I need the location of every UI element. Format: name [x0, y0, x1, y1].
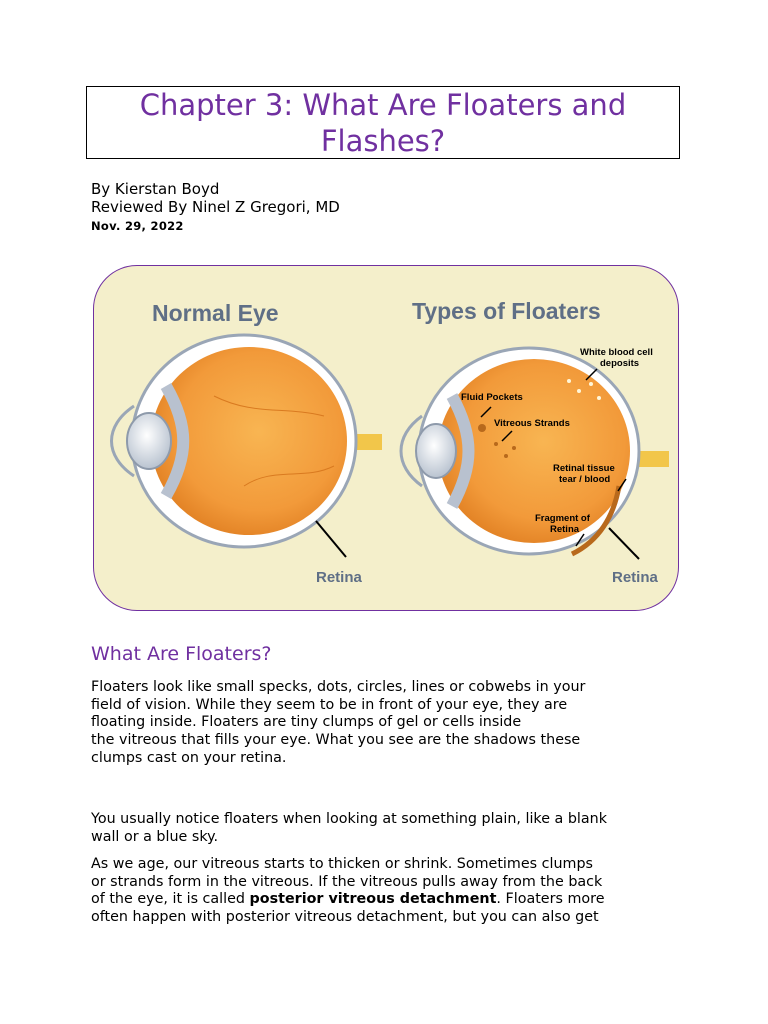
- label-wbc-1: White blood cell: [580, 347, 653, 358]
- retina-label-left: Retina: [316, 569, 362, 586]
- label-wbc-2: deposits: [600, 358, 640, 369]
- vitreous-strand-dot: [504, 454, 508, 458]
- wbc-deposit: [567, 379, 571, 383]
- text-run: . Floaters more: [496, 891, 605, 908]
- text-line: You usually notice floaters when looking at something plain, like a blank: [91, 811, 607, 827]
- page-title: Chapter 3: What Are Floaters and Flashes?: [139, 87, 627, 158]
- label-tear-1: Retinal tissue: [553, 463, 615, 474]
- byline: [91, 180, 340, 235]
- floaters-eye: [401, 347, 669, 586]
- label-vitreous-strands: Vitreous Strands: [494, 418, 570, 429]
- eye-diagram-svg: [94, 266, 679, 611]
- text-line: As we age, our vitreous starts to thicken or shrink. Sometimes clumps: [91, 856, 593, 872]
- text-line: often happen with posterior vitreous detachment, but you can also get: [91, 909, 599, 926]
- text-line: Floaters look like small specks, dots, circles, lines or cobwebs in your: [91, 679, 586, 695]
- text-line: [91, 891, 691, 909]
- vitreous-strand-dot: [494, 442, 498, 446]
- text-line: the vitreous that fills your eye. What you see are the shadows these: [91, 732, 581, 749]
- retina-pointer: [609, 528, 639, 559]
- reviewer: Reviewed By Ninel Z Gregori, MD: [91, 198, 340, 216]
- title-box: [86, 86, 680, 159]
- section-heading: What Are Floaters?: [91, 643, 272, 665]
- normal-eye-heading: Normal Eye: [152, 300, 279, 326]
- lens: [416, 424, 456, 478]
- fluid-pocket: [478, 424, 486, 432]
- text-run: of the eye, it is called: [91, 891, 250, 908]
- paragraph-2: [91, 811, 691, 846]
- retina-pointer: [316, 521, 346, 557]
- author: By Kierstan Boyd: [91, 180, 220, 198]
- wbc-deposit: [589, 382, 593, 386]
- vitreous-strand-dot: [512, 446, 516, 450]
- retina-label-right: Retina: [612, 569, 658, 586]
- normal-eye: [112, 335, 383, 586]
- wbc-deposit: [577, 389, 581, 393]
- paragraph-1: [91, 679, 691, 768]
- text-line: clumps cast on your retina.: [91, 749, 287, 766]
- text-line: field of vision. While they seem to be in front of your eye, they are: [91, 696, 568, 713]
- publish-date: Nov. 29, 2022: [91, 219, 184, 233]
- paragraph-3: [91, 856, 691, 927]
- text-line: floating inside. Floaters are tiny clumps of gel or cells inside: [91, 714, 522, 731]
- label-fragment-2: Retina: [550, 524, 580, 535]
- text-line: or strands form in the vitreous. If the vitreous pulls away from the back: [91, 873, 603, 890]
- floaters-heading: Types of Floaters: [412, 298, 601, 324]
- eye-diagram: [93, 265, 679, 611]
- label-fragment-1: Fragment of: [535, 513, 590, 524]
- label-tear-2: tear / blood: [559, 474, 611, 485]
- lens: [127, 413, 171, 469]
- wbc-deposit: [597, 396, 601, 400]
- text-line: wall or a blue sky.: [91, 828, 219, 845]
- pvd-term: posterior vitreous detachment: [249, 891, 497, 908]
- label-fluid-pockets: Fluid Pockets: [461, 392, 523, 403]
